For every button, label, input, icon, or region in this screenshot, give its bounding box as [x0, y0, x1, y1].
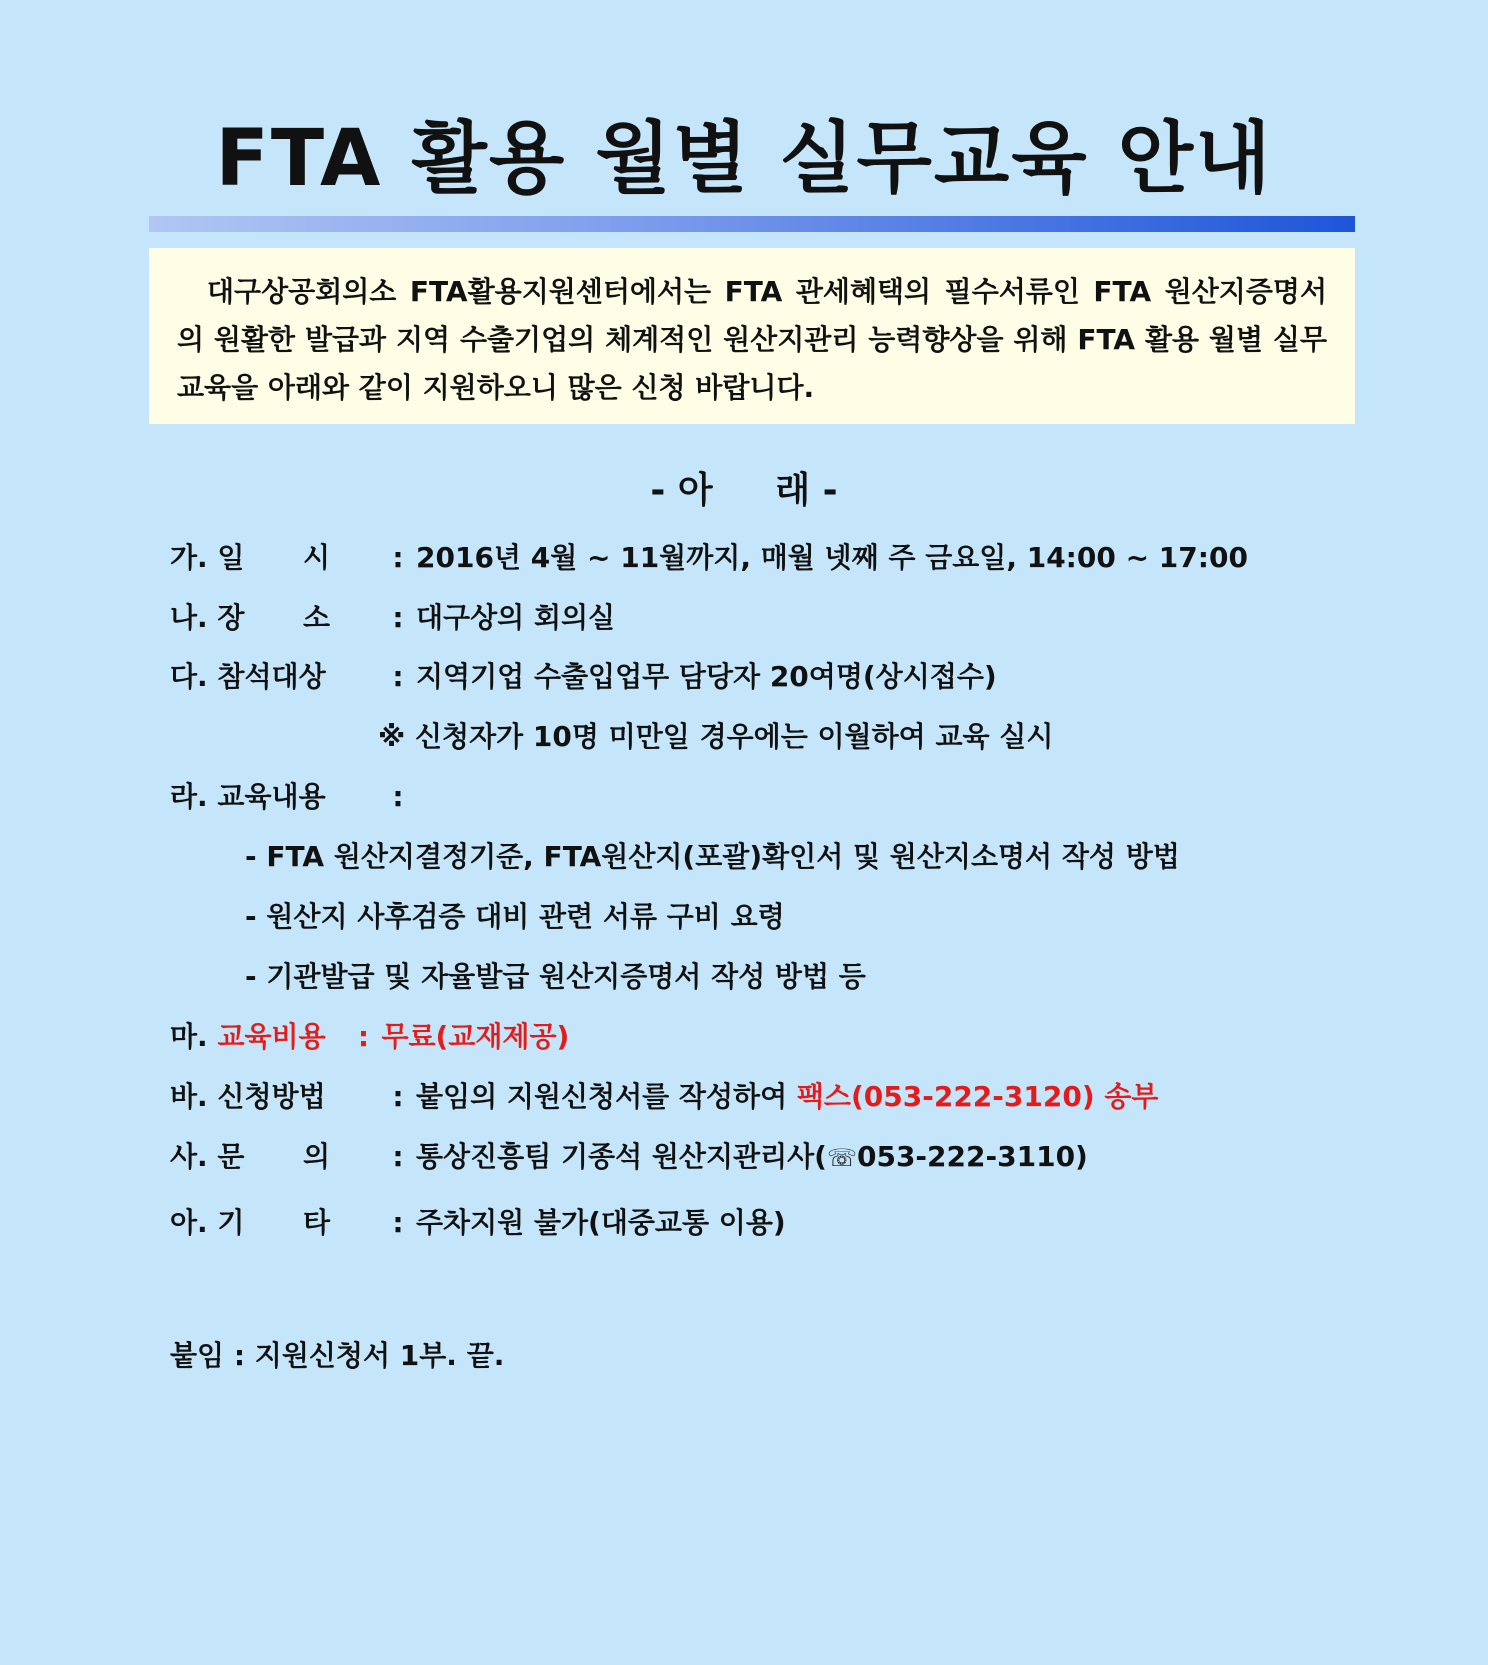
intro-paragraph: 대구상공회의소 FTA활용지원센터에서는 FTA 관세혜택의 필수서류인 FTA 원산지증명서의 원활한 발급과 지역 수출기업의 체계적인 원산지관리 능력향상을 위해 FTA 활용 월별 실무교육을 아래와 같이 지원하오니 많은 신청 바랍니다. — [149, 248, 1355, 424]
item-contact-label: 사. 문 의 — [170, 1140, 331, 1173]
colon: : — [392, 601, 404, 634]
colon: : — [357, 1020, 370, 1053]
item-date-label: 가. 일 시 — [170, 541, 331, 574]
item-target-value: 지역기업 수출입업무 담당자 20여명(상시접수) — [416, 660, 997, 693]
content-bullet: - 원산지 사후검증 대비 관련 서류 구비 요령 — [245, 900, 785, 933]
item-place — [170, 598, 615, 638]
notice-heading: - 아 래 - — [650, 470, 838, 511]
item-etc — [170, 1203, 786, 1243]
item-contact — [170, 1137, 1088, 1177]
item-etc-value: 주차지원 불가(대중교통 이용) — [416, 1206, 786, 1239]
item-apply-value: 붙임의 지원신청서를 작성하여 — [416, 1080, 797, 1113]
content-bullet: - 기관발급 및 자율발급 원산지증명서 작성 방법 등 — [245, 960, 866, 993]
colon: : — [392, 1140, 404, 1173]
item-content — [170, 777, 416, 817]
item-cost-label: 교육비용 — [217, 1020, 326, 1053]
colon: : — [392, 1206, 404, 1239]
phone-icon: ☏ — [826, 1144, 857, 1172]
item-cost-prefix: 마. — [170, 1020, 208, 1053]
colon: : — [392, 780, 404, 813]
item-cost-value: 무료(교재제공) — [381, 1020, 570, 1053]
item-contact-value: 통상진흥팀 기종석 원산지관리사( — [416, 1140, 827, 1173]
item-apply-label: 바. 신청방법 — [170, 1080, 326, 1113]
item-date-value: 2016년 4월 ~ 11월까지, 매월 넷째 주 금요일, 14:00 ~ 17:00 — [416, 541, 1248, 574]
item-apply-fax: 팩스(053-222-3120) 송부 — [796, 1080, 1159, 1113]
content-bullet: - FTA 원산지결정기준, FTA원산지(포괄)확인서 및 원산지소명서 작성 방법 — [245, 840, 1180, 873]
attachment-note: 붙임 : 지원신청서 1부. 끝. — [170, 1339, 505, 1372]
item-contact-phone: 053-222-3110) — [856, 1140, 1088, 1173]
page-title: FTA 활용 월별 실무교육 안내 — [215, 114, 1273, 204]
item-place-label: 나. 장 소 — [170, 601, 331, 634]
item-etc-label: 아. 기 타 — [170, 1206, 331, 1239]
item-target — [170, 657, 997, 697]
item-target-note: ※ 신청자가 10명 미만일 경우에는 이월하여 교육 실시 — [378, 720, 1054, 753]
colon: : — [392, 1080, 404, 1113]
item-date — [170, 538, 1248, 578]
item-apply — [170, 1077, 1158, 1117]
item-cost — [170, 1017, 569, 1057]
item-target-label: 다. 참석대상 — [170, 660, 326, 693]
item-content-label: 라. 교육내용 — [170, 780, 326, 813]
colon: : — [392, 660, 404, 693]
title-underline-bar — [149, 216, 1355, 232]
colon: : — [392, 541, 404, 574]
item-place-value: 대구상의 회의실 — [416, 601, 616, 634]
